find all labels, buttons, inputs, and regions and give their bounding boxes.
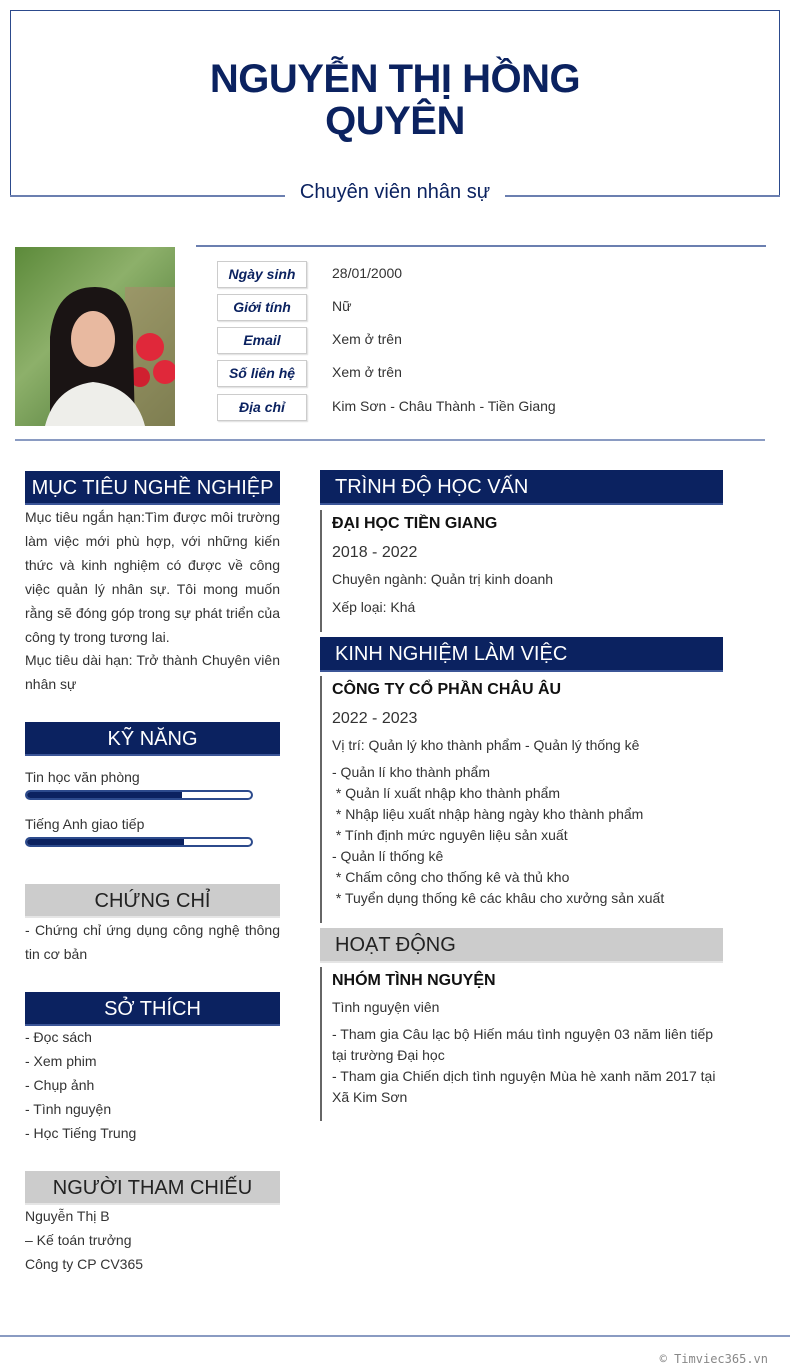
objective-long: Mục tiêu dài hạn: Trở thành Chuyên viên nhân sự xyxy=(25,652,280,692)
job-title: Chuyên viên nhân sự xyxy=(285,181,505,204)
value-address: Kim Sơn - Châu Thành - Tiền Giang xyxy=(332,398,556,414)
divider xyxy=(196,245,766,247)
section-heading-references: NGƯỜI THAM CHIẾU xyxy=(25,1171,280,1205)
detail-line: - Tham gia Câu lạc bộ Hiến máu tình nguyện 03 năm liên tiếp tại trường Đại học xyxy=(332,1026,714,1063)
education-major: Chuyên ngành: Quản trị kinh doanh xyxy=(332,571,554,587)
company-name: CÔNG TY CỔ PHẦN CHÂU ÂU xyxy=(332,681,562,698)
activity-role: Tình nguyện viên xyxy=(332,999,440,1015)
detail-line: * Tuyển dụng thống kê các khâu cho xưởng sản xuất xyxy=(332,890,665,906)
experience-details xyxy=(332,762,723,909)
label-email: Email xyxy=(217,327,307,354)
detail-line: * Chấm công cho thống kê và thủ kho xyxy=(332,869,570,885)
divider xyxy=(15,439,765,441)
education-entry xyxy=(320,510,723,632)
hobby-item: - Xem phim xyxy=(25,1053,97,1069)
activity-entry xyxy=(320,967,723,1121)
activity-group: NHÓM TÌNH NGUYỆN xyxy=(332,972,496,989)
detail-line: - Tham gia Chiến dịch tình nguyện Mùa hè xanh năm 2017 tại Xã Kim Sơn xyxy=(332,1068,716,1105)
objective-short: Mục tiêu ngắn hạn:Tìm được môi trường làm việc mới phù hợp, với những kiến thức và kinh nghiệm có được về công việc quản lý nhân sự. Tôi mong muốn rằng sẽ đóng góp trong sự phát triển của công ty trong tương lai. xyxy=(25,509,280,645)
detail-line: - Quản lí kho thành phẩm xyxy=(332,764,490,780)
section-heading-skills: KỸ NĂNG xyxy=(25,722,280,756)
hobby-item: - Tình nguyện xyxy=(25,1101,112,1117)
section-heading-certificates: CHỨNG CHỈ xyxy=(25,884,280,918)
education-years: 2018 - 2022 xyxy=(332,544,418,561)
experience-entry xyxy=(320,676,723,923)
experience-years: 2022 - 2023 xyxy=(332,710,418,727)
section-heading-activities: HOẠT ĐỘNG xyxy=(320,928,723,963)
detail-line: * Quản lí xuất nhập kho thành phẩm xyxy=(332,785,561,801)
copyright: © Timviec365.vn xyxy=(659,1352,768,1366)
footer-divider xyxy=(0,1335,790,1337)
skill-name: Tin học văn phòng xyxy=(25,769,140,785)
education-grade: Xếp loại: Khá xyxy=(332,599,416,615)
value-birthdate: 28/01/2000 xyxy=(332,265,403,281)
skill-bar-fill xyxy=(27,839,184,845)
certificate-item: - Chứng chỉ ứng dụng công nghệ thông tin cơ bản xyxy=(25,922,280,962)
experience-position: Vị trí: Quản lý kho thành phẩm - Quản lý thống kê xyxy=(332,737,640,753)
value-phone: Xem ở trên xyxy=(332,364,402,380)
skill-bar xyxy=(25,790,253,800)
skill-name: Tiếng Anh giao tiếp xyxy=(25,816,145,832)
candidate-name: NGUYỄN THỊ HỒNG QUYÊN xyxy=(209,57,581,143)
section-heading-education: TRÌNH ĐỘ HỌC VẤN xyxy=(320,470,723,505)
value-email: Xem ở trên xyxy=(332,331,402,347)
hobby-item: - Chụp ảnh xyxy=(25,1077,95,1093)
skill-bar-fill xyxy=(27,792,182,798)
label-address: Địa chỉ xyxy=(217,394,307,421)
detail-line: * Nhập liệu xuất nhập hàng ngày kho thành phẩm xyxy=(332,806,644,822)
reference-list xyxy=(25,1204,280,1276)
divider xyxy=(505,195,780,197)
portrait-image xyxy=(15,247,175,426)
section-heading-objective: MỤC TIÊU NGHỀ NGHIỆP xyxy=(25,471,280,505)
value-gender: Nữ xyxy=(332,298,352,314)
hobby-item: - Đọc sách xyxy=(25,1029,92,1045)
section-heading-experience: KINH NGHIỆM LÀM VIỆC xyxy=(320,637,723,672)
skill-bar xyxy=(25,837,253,847)
reference-company: Công ty CP CV365 xyxy=(25,1256,144,1272)
reference-position: – Kế toán trưởng xyxy=(25,1232,132,1248)
school-name: ĐẠI HỌC TIỀN GIANG xyxy=(332,515,498,532)
reference-name: Nguyễn Thị B xyxy=(25,1208,110,1224)
label-birthdate: Ngày sinh xyxy=(217,261,307,288)
detail-line: * Tính định mức nguyên liệu sản xuất xyxy=(332,827,568,843)
label-phone: Số liên hệ xyxy=(217,360,307,387)
activity-details xyxy=(332,1024,723,1108)
profile-photo xyxy=(15,247,175,426)
detail-line: - Quản lí thống kê xyxy=(332,848,444,864)
section-heading-hobbies: SỞ THÍCH xyxy=(25,992,280,1026)
label-gender: Giới tính xyxy=(217,294,307,321)
hobby-item: - Học Tiếng Trung xyxy=(25,1125,137,1141)
hobby-list xyxy=(25,1025,280,1145)
divider xyxy=(10,195,285,197)
